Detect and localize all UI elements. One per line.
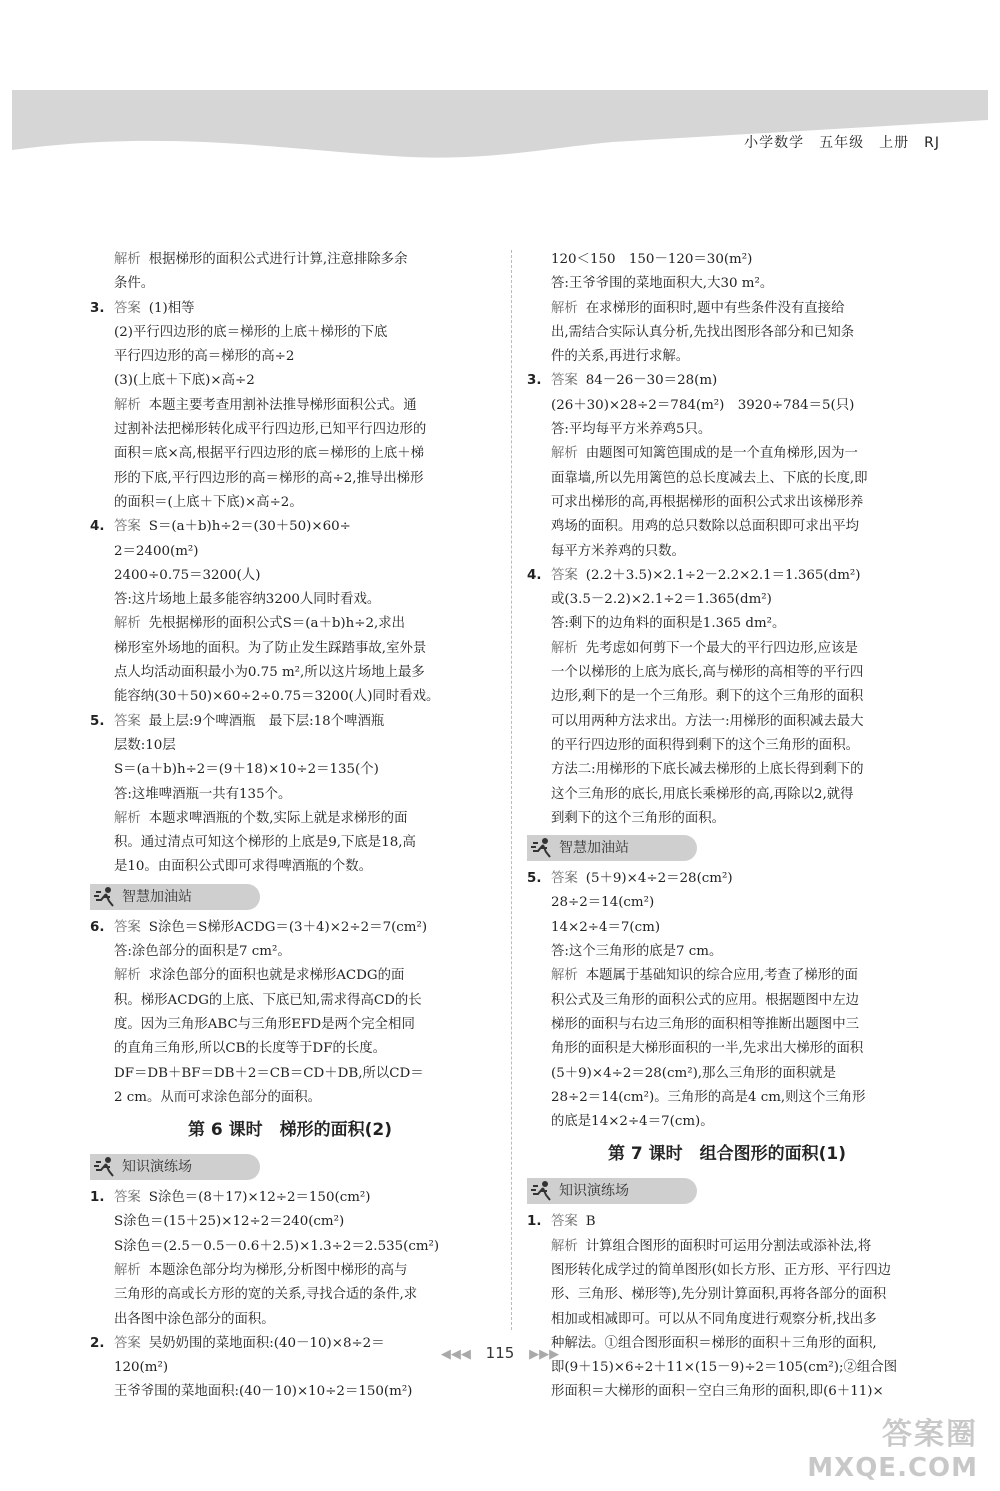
line-text: 答:平均每平方米养鸡5只。	[551, 422, 712, 438]
text-line	[527, 1110, 927, 1134]
text-line	[527, 1259, 927, 1283]
text-line	[527, 940, 927, 964]
line-text: 由题图可知篱笆围成的是一个直角梯形,因为一	[585, 446, 858, 462]
text-line	[90, 1308, 490, 1332]
line-text: 梯形的面积与右边三角形的面积相等推断出题图中三	[551, 1016, 859, 1032]
line-text: 的底是14×2÷4＝7(cm)。	[551, 1114, 714, 1130]
line-text: (2.2＋3.5)×2.1÷2－2.2×2.1＝1.365(dm²)	[585, 567, 861, 583]
line-text: 本题属于基础知识的综合应用,考查了梯形的面	[585, 968, 858, 984]
line-text: (3)(上底＋下底)×高÷2	[114, 373, 255, 389]
text-line	[90, 588, 490, 612]
item-number: 1.	[527, 1214, 542, 1230]
header-title: 小学数学 五年级 上册 RJ	[744, 135, 940, 151]
line-text: 答:涂色部分的面积是7 cm²。	[114, 944, 291, 960]
line-text: 是10。由面积公式即可求得啤酒瓶的个数。	[114, 859, 373, 875]
watermark-url: MXQE.COM	[807, 1453, 978, 1483]
text-line	[90, 661, 490, 685]
runner-icon	[529, 837, 555, 859]
text-line	[527, 345, 927, 369]
line-text: 即(9＋15)×6÷2＋11×(15－9)÷2＝105(cm²);②组合图	[551, 1360, 898, 1376]
line-text: 在求梯形的面积时,题中有些条件没有直接给	[585, 300, 845, 316]
text-line	[527, 491, 927, 515]
line-text: (5＋9)×4÷2＝28(cm²),那么三角形的面积就是	[551, 1065, 836, 1081]
line-text: 本题涂色部分均为梯形,分析图中梯形的高与	[148, 1262, 408, 1278]
line-text: 王爷爷围的菜地面积:(40－10)×10÷2＝150(m²)	[114, 1384, 413, 1400]
line-text: 每平方米养鸡的只数。	[551, 543, 685, 559]
text-line	[90, 418, 490, 442]
line-text: (1)相等	[148, 300, 195, 316]
line-text: 边形,剩下的是一个三角形。剩下的这个三角形的面积	[551, 689, 864, 705]
line-text: 本题求啤酒瓶的个数,实际上就是求梯形的面	[148, 810, 408, 826]
text-line	[90, 758, 490, 782]
line-text: 图形转化成学过的简单图形(如长方形、正方形、平行四边	[551, 1262, 891, 1278]
column-divider	[511, 250, 512, 1330]
item-label: 解析	[551, 640, 578, 656]
text-line	[90, 1037, 490, 1061]
line-text: 出,需结合实际认真分析,先找出图形各部分和已知条	[551, 324, 855, 340]
text-line	[90, 1259, 490, 1283]
text-line	[90, 831, 490, 855]
text-line	[90, 248, 490, 272]
text-line	[527, 418, 927, 442]
line-text: 120(m²)	[114, 1360, 169, 1376]
line-text: 种解法。①组合图形面积＝梯形的面积＋三角形的面积,	[551, 1335, 877, 1351]
prev-arrows-icon: ◀◀◀	[440, 1347, 471, 1362]
item-label: 解析	[114, 968, 141, 984]
item-number: 5.	[90, 713, 105, 729]
item-label: 解析	[114, 810, 141, 826]
line-text: 条件。	[114, 276, 155, 292]
line-text: 120＜150 150－120＝30(m²)	[551, 252, 753, 267]
text-line	[527, 807, 927, 831]
line-text: (2)平行四边形的底＝梯形的上底＋梯形的下底	[114, 324, 388, 340]
line-text: 积公式及三角形的面积公式的应用。根据题图中左边	[551, 992, 859, 1008]
line-text: S涂色＝(15＋25)×12÷2＝240(cm²)	[114, 1214, 345, 1230]
text-line	[90, 491, 490, 515]
line-text: S涂色＝(8＋17)×12÷2＝150(cm²)	[148, 1190, 371, 1206]
text-line	[527, 1380, 927, 1404]
item-label: 答案	[551, 567, 578, 583]
item-number: 4.	[527, 567, 542, 583]
line-text: 或(3.5－2.2)×2.1÷2＝1.365(dm²)	[551, 592, 772, 608]
text-line	[527, 442, 927, 466]
text-line	[90, 564, 490, 588]
line-text: S涂色＝S梯形ACDG＝(3＋4)×2÷2＝7(cm²)	[148, 919, 428, 935]
line-text: 出各图中涂色部分的面积。	[114, 1311, 275, 1327]
item-number: 6.	[90, 919, 105, 935]
line-text: 根据梯形的面积公式进行计算,注意排除多余	[148, 252, 408, 267]
line-text: S＝(a＋b)h÷2＝(30＋50)×60÷	[148, 519, 351, 535]
text-line	[527, 394, 927, 418]
line-text: 面积＝底×高,根据平行四边形的底＝梯形的上底＋梯	[114, 446, 425, 462]
text-line	[90, 1086, 490, 1110]
page-number: 115	[485, 1344, 515, 1362]
text-line	[90, 807, 490, 831]
answer-item	[527, 369, 927, 393]
section-banner	[90, 1154, 260, 1180]
line-text: 梯形室外场地的面积。为了防止发生踩踏事故,室外景	[114, 640, 427, 656]
item-label: 解析	[551, 446, 578, 462]
text-line	[90, 1210, 490, 1234]
answer-item	[90, 515, 490, 539]
line-text: 本题主要考查用割补法推导梯形面积公式。通	[148, 397, 417, 413]
text-line	[527, 297, 927, 321]
line-text: 三角形的高或长方形的宽的关系,寻找合适的条件,求	[114, 1287, 418, 1303]
text-line	[527, 1283, 927, 1307]
text-line	[527, 661, 927, 685]
line-text: 的直角三角形,所以CB的长度等于DF的长度。	[114, 1041, 387, 1057]
item-label: 答案	[114, 1190, 141, 1206]
item-number: 4.	[90, 519, 105, 535]
item-label: 答案	[114, 713, 141, 729]
banner-label: 智慧加油站	[559, 839, 629, 856]
line-text: 求涂色部分的面积也就是求梯形ACDG的面	[148, 968, 405, 984]
line-text: 点人均活动面积最小为0.75 m²,所以这片场地上最多	[114, 665, 425, 681]
line-text: 计算组合图形的面积时可运用分割法或添补法,将	[585, 1238, 872, 1254]
line-text: 可求出梯形的高,再根据梯形的面积公式求出该梯形养	[551, 494, 864, 510]
text-line	[527, 540, 927, 564]
text-line	[90, 940, 490, 964]
line-text: 这个三角形的底长,用底长乘梯形的高,再除以2,就得	[551, 786, 854, 802]
text-line	[90, 442, 490, 466]
runner-icon	[92, 1156, 118, 1178]
line-text: 答:这堆啤酒瓶一共有135个。	[114, 786, 292, 802]
text-line	[527, 321, 927, 345]
item-label: 答案	[551, 871, 578, 887]
text-line	[90, 540, 490, 564]
text-line	[527, 685, 927, 709]
item-label: 解析	[114, 616, 141, 632]
left-column	[90, 248, 490, 1405]
text-line	[527, 710, 927, 734]
runner-icon	[92, 886, 118, 908]
text-line	[90, 783, 490, 807]
line-text: 2 cm。从而可求涂色部分的面积。	[114, 1089, 322, 1105]
answer-item	[90, 297, 490, 321]
text-line	[90, 989, 490, 1013]
line-text: 平行四边形的高＝梯形的高÷2	[114, 349, 295, 365]
line-text: 鸡场的面积。用鸡的总只数除以总面积即可求出平均	[551, 519, 859, 535]
text-line	[90, 1283, 490, 1307]
line-text: 答:王爷爷围的菜地面积大,大30 m²。	[551, 276, 774, 292]
item-label: 答案	[114, 300, 141, 316]
text-line	[90, 272, 490, 296]
text-line	[90, 685, 490, 709]
item-label: 答案	[551, 373, 578, 389]
line-text: 的面积＝(上底＋下底)×高÷2。	[114, 494, 303, 510]
page-footer	[0, 1344, 1000, 1362]
line-text: (26＋30)×28÷2＝784(m²) 3920÷784＝5(只)	[551, 397, 855, 413]
line-text: 2＝2400(m²)	[114, 543, 199, 559]
line-text: 过割补法把梯形转化成平行四边形,已知平行四边形的	[114, 422, 427, 438]
answer-item	[90, 1186, 490, 1210]
answer-item	[527, 564, 927, 588]
text-line	[90, 345, 490, 369]
line-text: S涂色＝(2.5－0.5－0.6＋2.5)×1.3÷2＝2.535(cm²)	[114, 1238, 440, 1254]
line-text: 形的下底,平行四边形的高＝梯形的高÷2,推导出梯形	[114, 470, 424, 486]
line-text: 14×2÷4＝7(cm)	[551, 919, 661, 935]
line-text: 答:这片场地上最多能容纳3200人同时看戏。	[114, 592, 381, 608]
text-line	[90, 467, 490, 491]
line-text: 能容纳(30＋50)×60÷2÷0.75＝3200(人)同时看戏。	[114, 689, 440, 705]
line-text: 先考虑如何剪下一个最大的平行四边形,应该是	[585, 640, 858, 656]
line-text: 2400÷0.75＝3200(人)	[114, 567, 261, 583]
line-text: 积。通过清点可知这个梯形的上底是9,下底是18,高	[114, 835, 416, 851]
item-number: 3.	[90, 300, 105, 316]
item-label: 解析	[551, 300, 578, 316]
text-line	[527, 272, 927, 296]
text-line	[90, 1062, 490, 1086]
line-text: 的平行四边形的面积得到剩下的这个三角形的面积。	[551, 737, 859, 753]
banner-label: 知识演练场	[122, 1158, 192, 1175]
text-line	[527, 1037, 927, 1061]
line-text: 84－26－30＝28(m)	[585, 373, 718, 389]
text-line	[90, 1235, 490, 1259]
line-text: (5＋9)×4÷2＝28(cm²)	[585, 871, 733, 887]
text-line	[527, 1062, 927, 1086]
text-line	[527, 891, 927, 915]
line-text: 28÷2＝14(cm²)	[551, 895, 655, 911]
lesson-heading: 第 6 课时 梯形的面积(2)	[187, 1120, 393, 1141]
line-text: 度。因为三角形ABC与三角形EFD是两个完全相同	[114, 1016, 415, 1032]
item-label: 答案	[114, 1335, 141, 1351]
line-text: 件的关系,再进行求解。	[551, 349, 690, 365]
text-line	[90, 855, 490, 879]
watermark	[807, 1409, 978, 1483]
line-text: 形面积＝大梯形的面积－空白三角形的面积,即(6＋11)×	[551, 1384, 884, 1400]
text-line	[90, 394, 490, 418]
item-label: 答案	[114, 519, 141, 535]
text-line	[527, 758, 927, 782]
item-number: 2.	[90, 1335, 105, 1351]
watermark-title: 答案圈	[882, 1417, 978, 1452]
text-line	[527, 588, 927, 612]
text-line	[527, 1013, 927, 1037]
text-line	[90, 321, 490, 345]
item-label: 答案	[114, 919, 141, 935]
line-text: 答:这个三角形的底是7 cm。	[551, 944, 723, 960]
item-label: 解析	[551, 1238, 578, 1254]
item-label: 解析	[114, 252, 141, 267]
text-line	[90, 1013, 490, 1037]
text-line	[527, 989, 927, 1013]
text-line	[527, 783, 927, 807]
line-text: B	[585, 1214, 596, 1230]
item-label: 答案	[551, 1214, 578, 1230]
next-arrows-icon: ▶▶▶	[529, 1347, 560, 1362]
line-text: 最上层:9个啤酒瓶 最下层:18个啤酒瓶	[148, 713, 385, 729]
line-text: 一个以梯形的上底为底长,高与梯形的高相等的平行四	[551, 665, 864, 681]
text-line	[90, 369, 490, 393]
text-line	[90, 734, 490, 758]
section-banner	[90, 884, 260, 910]
section-banner	[527, 835, 697, 861]
line-text: 方法二:用梯形的下底长减去梯形的上底长得到剩下的	[551, 762, 864, 778]
line-text: 到剩下的这个三角形的面积。	[551, 810, 726, 826]
line-text: 吴奶奶围的菜地面积:(40－10)×8÷2＝	[148, 1335, 385, 1351]
item-label: 解析	[114, 397, 141, 413]
item-number: 3.	[527, 373, 542, 389]
line-text: 答:剩下的边角料的面积是1.365 dm²。	[551, 616, 786, 632]
answer-item	[90, 710, 490, 734]
text-line	[527, 515, 927, 539]
item-number: 5.	[527, 871, 542, 887]
line-text: 可以用两种方法求出。方法一:用梯形的面积减去最大	[551, 713, 864, 729]
line-text: 层数:10层	[114, 737, 176, 753]
text-line	[90, 637, 490, 661]
text-line	[527, 734, 927, 758]
text-line	[527, 248, 927, 272]
runner-icon	[529, 1180, 555, 1202]
item-label: 解析	[114, 1262, 141, 1278]
line-text: DF＝DB＋BF＝DB＋2＝CB＝CD＋DB,所以CD＝	[114, 1065, 424, 1081]
line-text: 角形的面积是大梯形面积的一半,先求出大梯形的面积	[551, 1041, 864, 1057]
text-line	[527, 612, 927, 636]
item-label: 解析	[551, 968, 578, 984]
text-line	[90, 964, 490, 988]
lesson-heading: 第 7 课时 组合图形的面积(1)	[607, 1144, 847, 1165]
answer-item	[527, 867, 927, 891]
text-line	[527, 1235, 927, 1259]
answer-item	[90, 916, 490, 940]
text-line	[527, 964, 927, 988]
banner-label: 知识演练场	[559, 1183, 629, 1200]
text-line	[527, 1086, 927, 1110]
line-text: 面靠墙,所以先用篱笆的总长度减去上、下底的长度,即	[551, 470, 868, 486]
text-line	[527, 1308, 927, 1332]
section-banner	[527, 1178, 697, 1204]
text-line	[527, 637, 927, 661]
right-column	[527, 248, 927, 1405]
line-text: 28÷2＝14(cm²)。三角形的高是4 cm,则这个三角形	[551, 1089, 866, 1105]
text-line	[527, 916, 927, 940]
line-text: 先根据梯形的面积公式S＝(a＋b)h÷2,求出	[148, 616, 406, 632]
line-text: S＝(a＋b)h÷2＝(9＋18)×10÷2＝135(个)	[114, 762, 379, 778]
line-text: 积。梯形ACDG的上底、下底已知,需求得高CD的长	[114, 992, 422, 1008]
item-number: 1.	[90, 1190, 105, 1206]
answer-item	[527, 1210, 927, 1234]
text-line	[527, 467, 927, 491]
banner-label: 智慧加油站	[122, 888, 192, 905]
text-line	[90, 1380, 490, 1404]
line-text: 形、三角形、梯形等),先分别计算面积,再将各部分的面积	[551, 1287, 887, 1303]
text-line	[90, 612, 490, 636]
line-text: 相加或相减即可。可以从不同角度进行观察分析,找出多	[551, 1311, 877, 1327]
